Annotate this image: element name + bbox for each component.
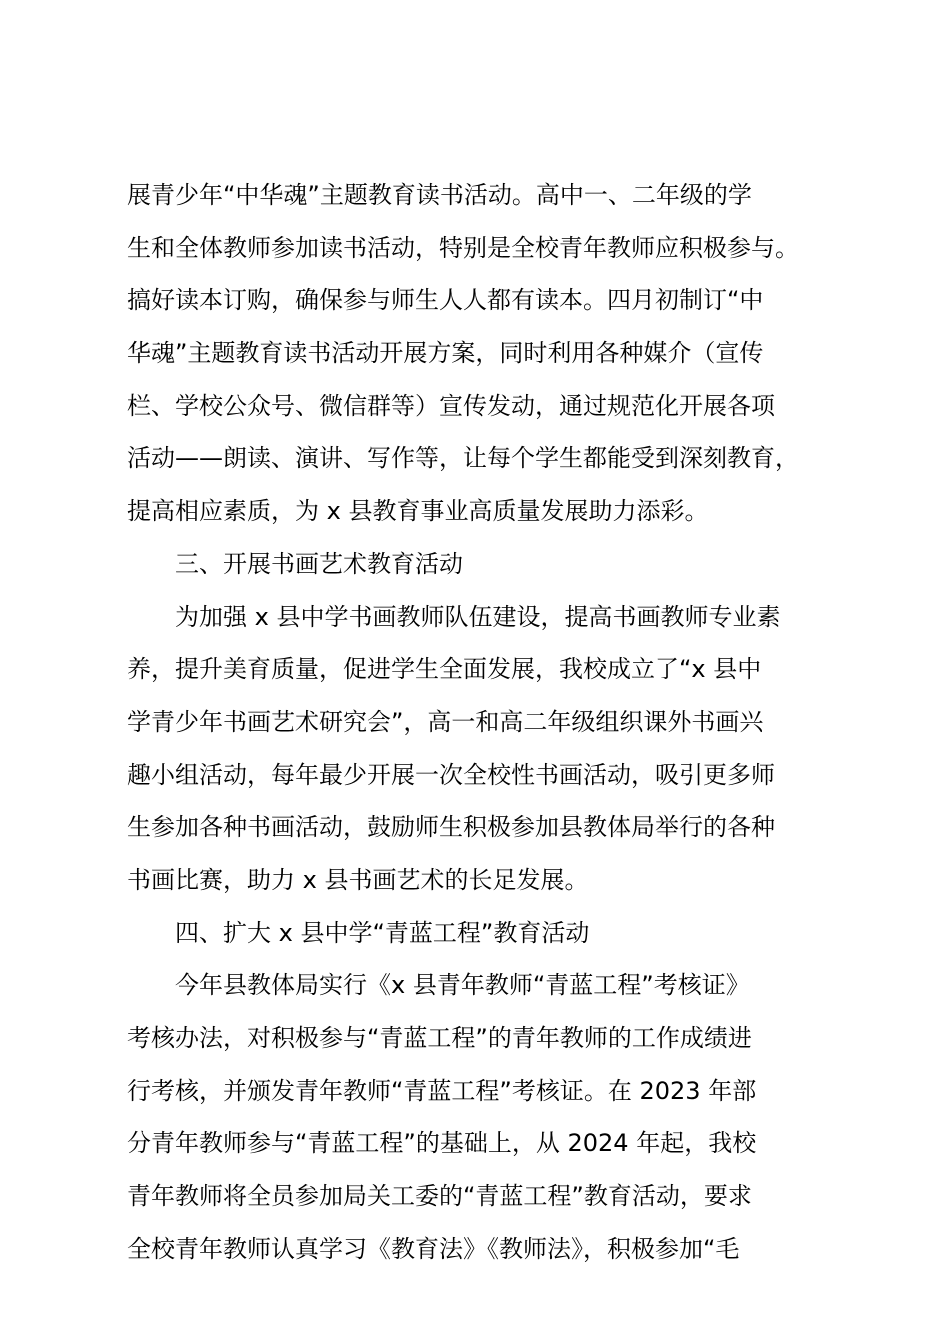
- section-heading: 四、扩大 x 县中学“青蓝工程”教育活动: [175, 918, 590, 947]
- body-line: 青年教师将全员参加局关工委的“青蓝工程”教育活动，要求: [127, 1182, 752, 1211]
- body-line: 分青年教师参与“青蓝工程”的基础上，从 2024 年起，我校: [127, 1129, 757, 1158]
- body-line: 生和全体教师参加读书活动，特别是全校青年教师应积极参与。: [127, 233, 799, 262]
- body-line: 展青少年“中华魂”主题教育读书活动。高中一、二年级的学: [127, 181, 752, 209]
- body-line: 今年县教体局实行《x 县青年教师“青蓝工程”考核证》: [175, 971, 750, 1000]
- body-line: 行考核，并颁发青年教师“青蓝工程”考核证。在 2023 年部: [127, 1076, 757, 1105]
- body-line: 趣小组活动，每年最少开展一次全校性书画活动，吸引更多师: [127, 760, 775, 789]
- body-line: 生参加各种书画活动，鼓励师生积极参加县教体局举行的各种: [127, 813, 775, 842]
- body-line: 提高相应素质，为 x 县教育事业高质量发展助力添彩。: [127, 497, 709, 526]
- body-line: 养，提升美育质量，促进学生全面发展，我校成立了“x 县中: [127, 655, 762, 684]
- body-line: 栏、学校公众号、微信群等）宣传发动，通过规范化开展各项: [127, 391, 775, 420]
- document-body: [127, 169, 847, 1275]
- body-line: 华魂”主题教育读书活动开展方案，同时利用各种媒介（宣传: [127, 339, 764, 368]
- body-line: 全校青年教师认真学习《教育法》《教师法》，积极参加“毛: [127, 1234, 740, 1263]
- section-heading: 三、开展书画艺术教育活动: [175, 549, 463, 578]
- body-line: 活动——朗读、演讲、写作等，让每个学生都能受到深刻教育，: [127, 444, 799, 473]
- body-line: 书画比赛，助力 x 县书画艺术的长足发展。: [127, 865, 589, 894]
- body-line: 学青少年书画艺术研究会”，高一和高二年级组织课外书画兴: [127, 707, 764, 736]
- body-line: 考核办法，对积极参与“青蓝工程”的青年教师的工作成绩进: [127, 1024, 752, 1052]
- body-line: 为加强 x 县中学书画教师队伍建设，提高书画教师专业素: [175, 602, 781, 631]
- body-line: 搞好读本订购，确保参与师生人人都有读本。四月初制订“中: [127, 286, 764, 315]
